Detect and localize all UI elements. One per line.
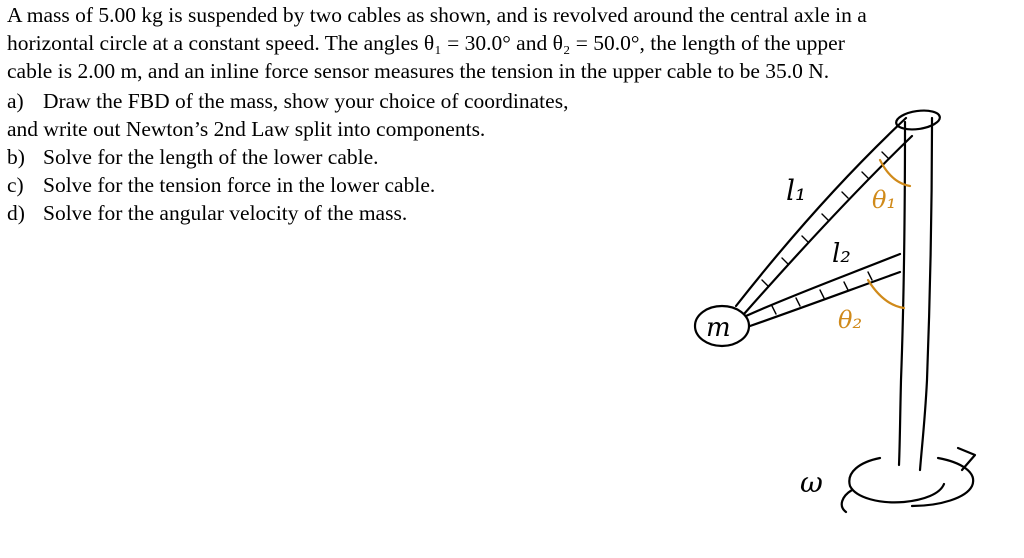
omega-label: ω: [800, 466, 823, 499]
part-d-text: Solve for the angular velocity of the mass.: [43, 201, 408, 225]
omega-arrow-head: [958, 448, 975, 470]
lower-cable-bottom: [750, 272, 900, 326]
part-a-text: Draw the FBD of the mass, show your choice of coordinates,: [43, 89, 569, 113]
part-b-label: b): [7, 145, 25, 169]
axle-top: [895, 108, 941, 132]
l2-label: l₂: [832, 239, 851, 269]
problem-line-1: A mass of 5.00 kg is suspended by two cables as shown, and is revolved around the central axle in a: [7, 3, 867, 27]
part-d-label: d): [7, 201, 25, 225]
problem-line-2: horizontal circle at a constant speed. The angles θ₁ = 30.0° and θ₂ = 50.0°, the length of the upper: [7, 31, 845, 55]
part-a-label: a): [7, 89, 24, 113]
upper-cable-bottom: [744, 136, 912, 314]
theta2-label: θ₂: [838, 306, 863, 334]
problem-line-3: cable is 2.00 m, and an inline force sensor measures the tension in the upper cable to be 35.0 N.: [7, 59, 830, 83]
axle-right-edge: [920, 118, 932, 470]
part-b-text: Solve for the length of the lower cable.: [43, 145, 379, 169]
part-a-continuation: and write out Newton’s 2nd Law split into components.: [7, 117, 486, 141]
part-c-text: Solve for the tension force in the lower cable.: [43, 173, 436, 197]
mass-label: m: [706, 313, 731, 343]
axle-left-edge: [899, 122, 905, 465]
base-curl: [842, 490, 852, 512]
theta2-arc: [868, 280, 904, 308]
part-c-label: c): [7, 173, 24, 197]
axle-base: [849, 458, 944, 502]
l1-label: l₁: [786, 174, 807, 207]
theta1-label: θ₁: [872, 186, 897, 214]
